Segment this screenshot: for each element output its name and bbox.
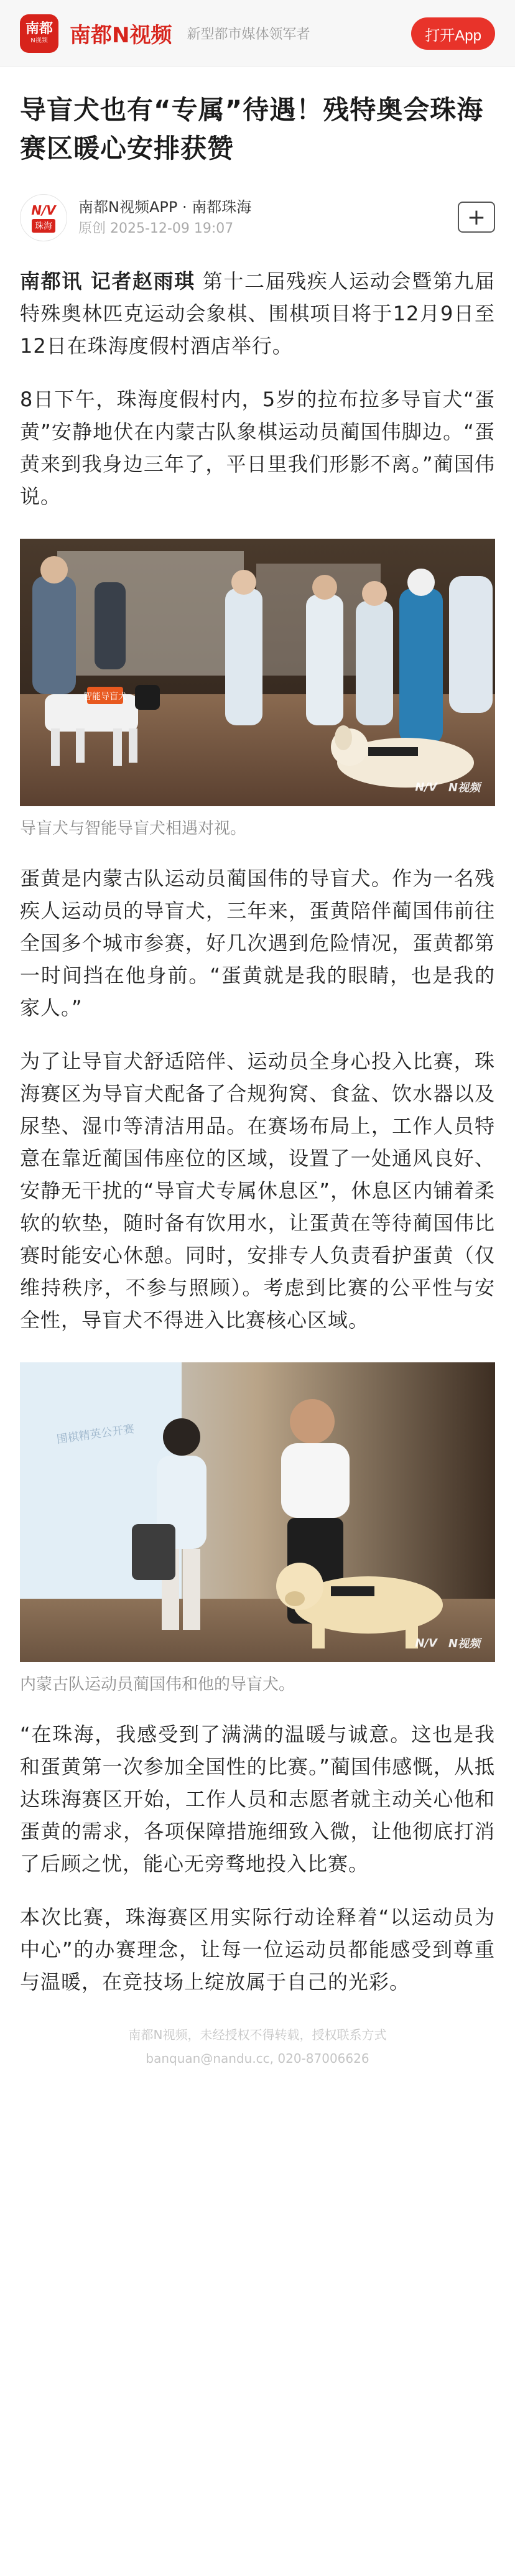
photo-watermark [415, 1635, 480, 1651]
photo-watermark [415, 779, 480, 795]
copyright-contact: banquan@nandu.cc, 020-87006626 [146, 2051, 369, 2066]
open-app-button[interactable]: 打开App [411, 17, 495, 50]
photo-caption: 导盲犬与智能导盲犬相遇对视。 [20, 819, 247, 838]
article-photo-athlete-and-dog[interactable] [20, 1362, 495, 1662]
follow-button[interactable]: + [458, 202, 495, 233]
paragraph: 蛋黄是内蒙古队运动员蔺国伟的导盲犬。作为一名残疾人运动员的导盲犬，三年来，蛋黄陪伴蔺国伟前往全国多个城市参赛，好几次遇到危险情况，蛋黄都第一时间挡在他身前。“蛋黄就是我的眼睛，也是我的家人。” [20, 867, 495, 1020]
paragraph-text: 第十二届残疾人运动会暨第九届特殊奥林匹克运动会象棋、围棋项目将于12月9日至12日在珠海度假村酒店举行。 [20, 269, 495, 358]
photo-caption: 内蒙古队运动员蔺国伟和他的导盲犬。 [20, 1675, 295, 1694]
paragraph: 本次比赛，珠海赛区用实际行动诠释着“以运动员为中心”的办赛理念，让每一位运动员都能感受到尊重与温暖，在竞技场上绽放属于自己的光彩。 [20, 1905, 495, 1994]
photo-sign-text: 智能导盲犬 [83, 692, 127, 702]
article-body [0, 91, 515, 2095]
photo-athlete-illustration [20, 1362, 495, 1662]
source-avatar[interactable] [20, 194, 67, 241]
copyright-line: 南都N视频，未经授权不得转载，授权联系方式 [128, 2027, 387, 2042]
watermark-logo: N/V [415, 1636, 437, 1650]
app-logo-subtext: N视频 [30, 37, 48, 45]
source-name[interactable]: 南都N视频APP · 南都珠海 [78, 198, 252, 216]
article-photo-guide-dogs[interactable] [20, 539, 495, 806]
source-row [20, 193, 495, 243]
byline: 南都讯 记者赵雨琪 [20, 269, 195, 293]
photo-guide-dogs-illustration [20, 539, 495, 806]
watermark-brand: N视频 [448, 781, 480, 794]
paragraph [20, 265, 495, 362]
watermark-brand: N视频 [448, 1637, 480, 1650]
copyright-footer [20, 2023, 495, 2095]
article-title: 导盲犬也有“专属”待遇！残特奥会珠海赛区暖心安排获赞 [20, 95, 484, 164]
publish-info: 原创 2025-12-09 19:07 [78, 221, 234, 236]
app-logo-text: 南都 [25, 21, 53, 37]
app-name: 南都N视频 [70, 23, 172, 48]
source-meta [78, 196, 251, 239]
watermark-logo: N/V [415, 780, 437, 794]
source-avatar-logo: N/V [31, 203, 56, 218]
paragraph: “在珠海，我感受到了满满的温暖与诚意。这也是我和蛋黄第一次参加全国性的比赛。”蔺国伟感慨，从抵达珠海赛区开始，工作人员和志愿者就主动关心他和蛋黄的需求，各项保障措施细致入微，让他彻底打消了后顾之忧，能心无旁骛地投入比赛。 [20, 1723, 495, 1876]
app-slogan: 新型都市媒体领军者 [187, 27, 310, 42]
paragraph: 为了让导盲犬舒适陪伴、运动员全身心投入比赛，珠海赛区为导盲犬配备了合规狗窝、食盆、饮水器以及尿垫、湿巾等清洁用品。在赛场布局上，工作人员特意在靠近蔺国伟座位的区域，设置了一处通风良好、安静无干扰的“导盲犬专属休息区”，休息区内铺着柔软的软垫，随时备有饮用水，让蛋黄在等待蔺国伟比赛时能安心休憩。同时，安排专人负责看护蛋黄（仅维持秩序，不参与照顾）。考虑到比赛的公平性与安全性，导盲犬不得进入比赛核心区域。 [20, 1049, 495, 1332]
app-logo[interactable] [20, 14, 58, 53]
source-avatar-label: 珠海 [32, 219, 55, 233]
app-download-banner [0, 0, 515, 67]
photo-wall-text: 围棋精英公开赛 [55, 1422, 136, 1446]
paragraph: 8日下午，珠海度假村内，5岁的拉布拉多导盲犬“蛋黄”安静地伏在内蒙古队象棋运动员蔺国伟脚边。“蛋黄来到我身边三年了，平日里我们形影不离。”蔺国伟说。 [20, 388, 495, 508]
